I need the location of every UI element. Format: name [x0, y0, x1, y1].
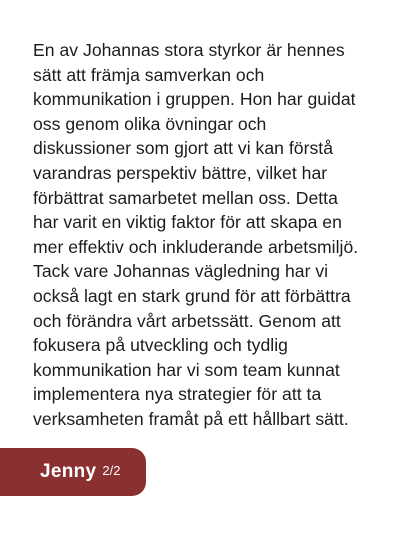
page-indicator: 2/2 [102, 462, 121, 478]
testimonial-text: En av Johannas stora styrkor är hennes sätt att främja samverkan och kommunikation i gruppen. Hon har guidat oss genom olika övningar och diskussioner som gjort att vi kan förstå varandras perspektiv bättre, vilket har förbättrat samarbetet mellan oss. Detta har varit en viktig faktor för att skapa en mer effektiv och inkluderande arbetsmiljö. Tack vare Johannas vägledning har vi också lagt en stark grund för att förbättra och förändra vårt arbetssätt. Genom att fokusera på utveckling och tydlig kommunikation har vi som team kunnat implementera nya strategier för att ta verksamheten framåt på ett hållbart sätt. [33, 40, 359, 429]
author-name: Jenny [40, 461, 97, 482]
author-tab [0, 448, 146, 496]
